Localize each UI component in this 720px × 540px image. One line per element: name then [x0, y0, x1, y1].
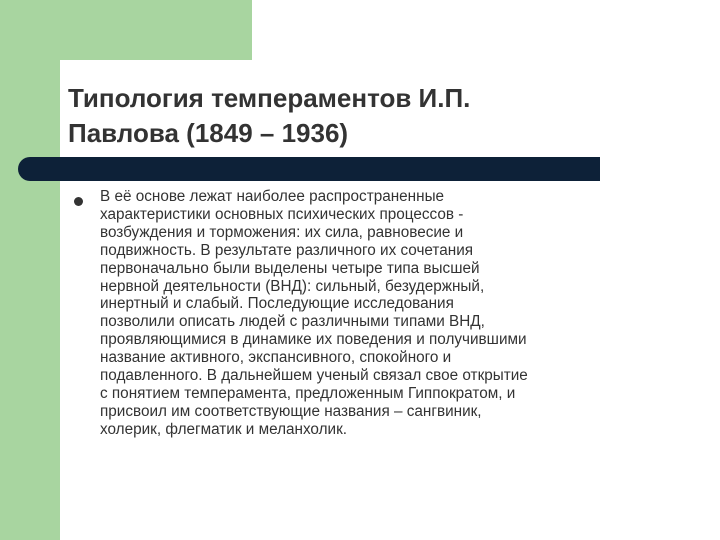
body-line: присвоил им соответствующие названия – сангвиник, [100, 402, 482, 420]
body-line: проявляющимися в динамике их поведения и получившими [100, 331, 527, 349]
green-top-band [60, 0, 252, 60]
body-line: инертный и слабый. Последующие исследования [100, 295, 454, 313]
body-line: позволили описать людей с различными типами ВНД, [100, 313, 485, 331]
bullet-text [100, 188, 668, 439]
slide-title [68, 81, 608, 151]
green-side-band [0, 0, 60, 540]
slide-title-line-1: Типология темпераментов И.П. [68, 83, 471, 113]
body-line: возбуждения и торможения: их сила, равновесие и [100, 223, 464, 241]
body-line: подвижность. В результате различного их сочетания [100, 241, 474, 259]
body-line: подавленного. В дальнейшем ученый связал свое открытие [100, 367, 528, 385]
body-line: с понятием темперамента, предложенным Гиппократом, и [100, 384, 516, 402]
body-line: холерик, флегматик и меланхолик. [100, 420, 348, 438]
body-line: название активного, экспансивного, спокойного и [100, 349, 452, 367]
body-line: первоначально были выделены четыре типа высшей [100, 259, 480, 277]
bullet-dot-icon [74, 197, 83, 206]
body-line: характеристики основных психических процессов - [100, 205, 464, 223]
slide-title-line-2: Павлова (1849 – 1936) [68, 118, 349, 148]
body-line: В её основе лежат наиболее распространенные [100, 188, 445, 205]
title-divider-bar [18, 157, 600, 181]
body-line: нервной деятельности (ВНД): сильный, безудержный, [100, 277, 485, 295]
